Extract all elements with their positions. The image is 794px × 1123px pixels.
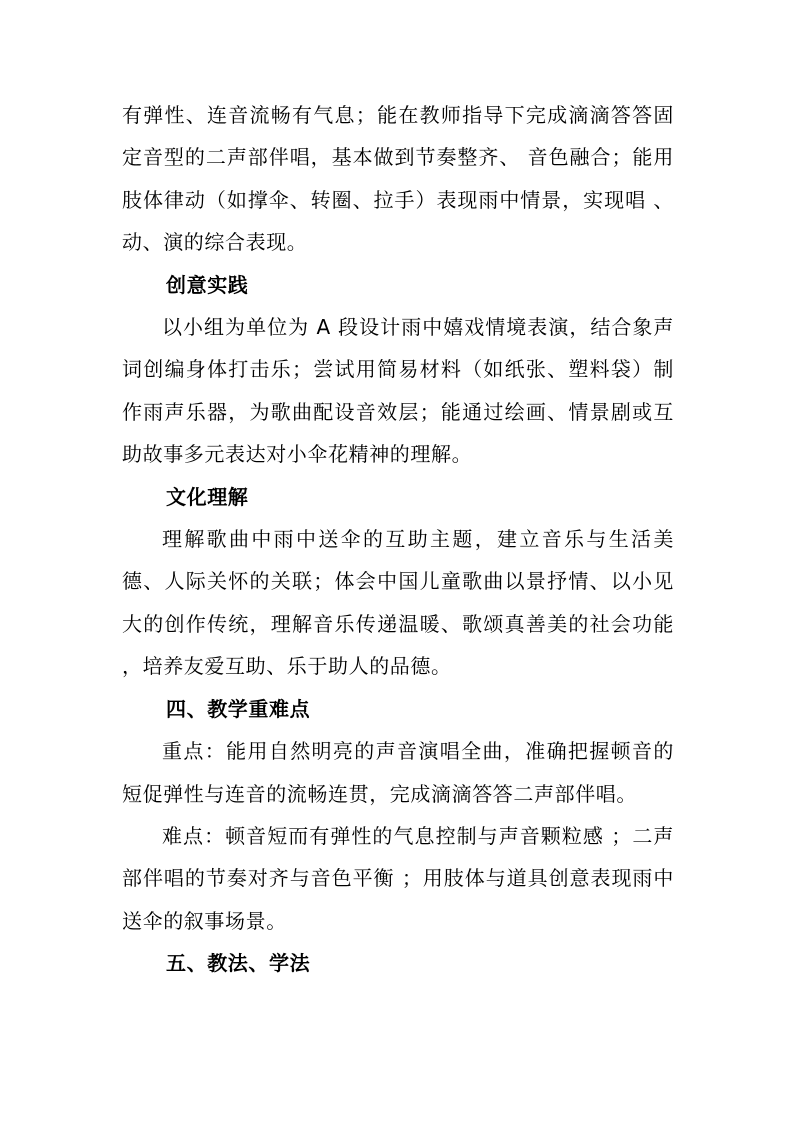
difficult-points-paragraph: 难点：顿音短而有弹性的气息控制与声音颗粒感 ；二声部伴唱的节奏对齐与音色平衡 ；用肢体与道具创意表现雨中送伞的叙事场景。 [122,823,674,933]
heading-section-4: 四、教学重难点 [166,696,311,721]
intro-paragraph: 有弹性、连音流畅有气息；能在教师指导下完成滴滴答答固定音型的二声部伴唱，基本做到节奏整齐、 音色融合；能用肢体律动（如撑伞、转圈、拉手）表现雨中情景，实现唱 、动、演的综合表现。 [122,103,674,255]
creative-practice-paragraph: 以小组为单位为 A 段设计雨中嬉戏情境表演，结合象声词创编身体打击乐；尝试用简易材料（如纸张、塑料袋）制作雨声乐器，为歌曲配设音效层；能通过绘画、情景剧或互助故事多元表达对小伞花精神的理解。 [122,315,674,467]
document-body [122,94,674,985]
heading-cultural-understanding: 文化理解 [166,484,249,509]
heading-section-5: 五、教法、学法 [166,951,311,976]
cultural-understanding-paragraph: 理解歌曲中雨中送伞的互助主题，建立音乐与生活美德、人际关怀的关联；体会中国儿童歌曲以景抒情、以小见大的创作传统，理解音乐传递温暖、歌颂真善美的社会功能 ，培养友爱互助、乐于助人的品德。 [122,527,674,679]
heading-creative-practice: 创意实践 [166,272,249,297]
key-points-paragraph: 重点：能用自然明亮的声音演唱全曲，准确把握顿音的短促弹性与连音的流畅连贯，完成滴滴答答二声部伴唱。 [122,739,674,806]
